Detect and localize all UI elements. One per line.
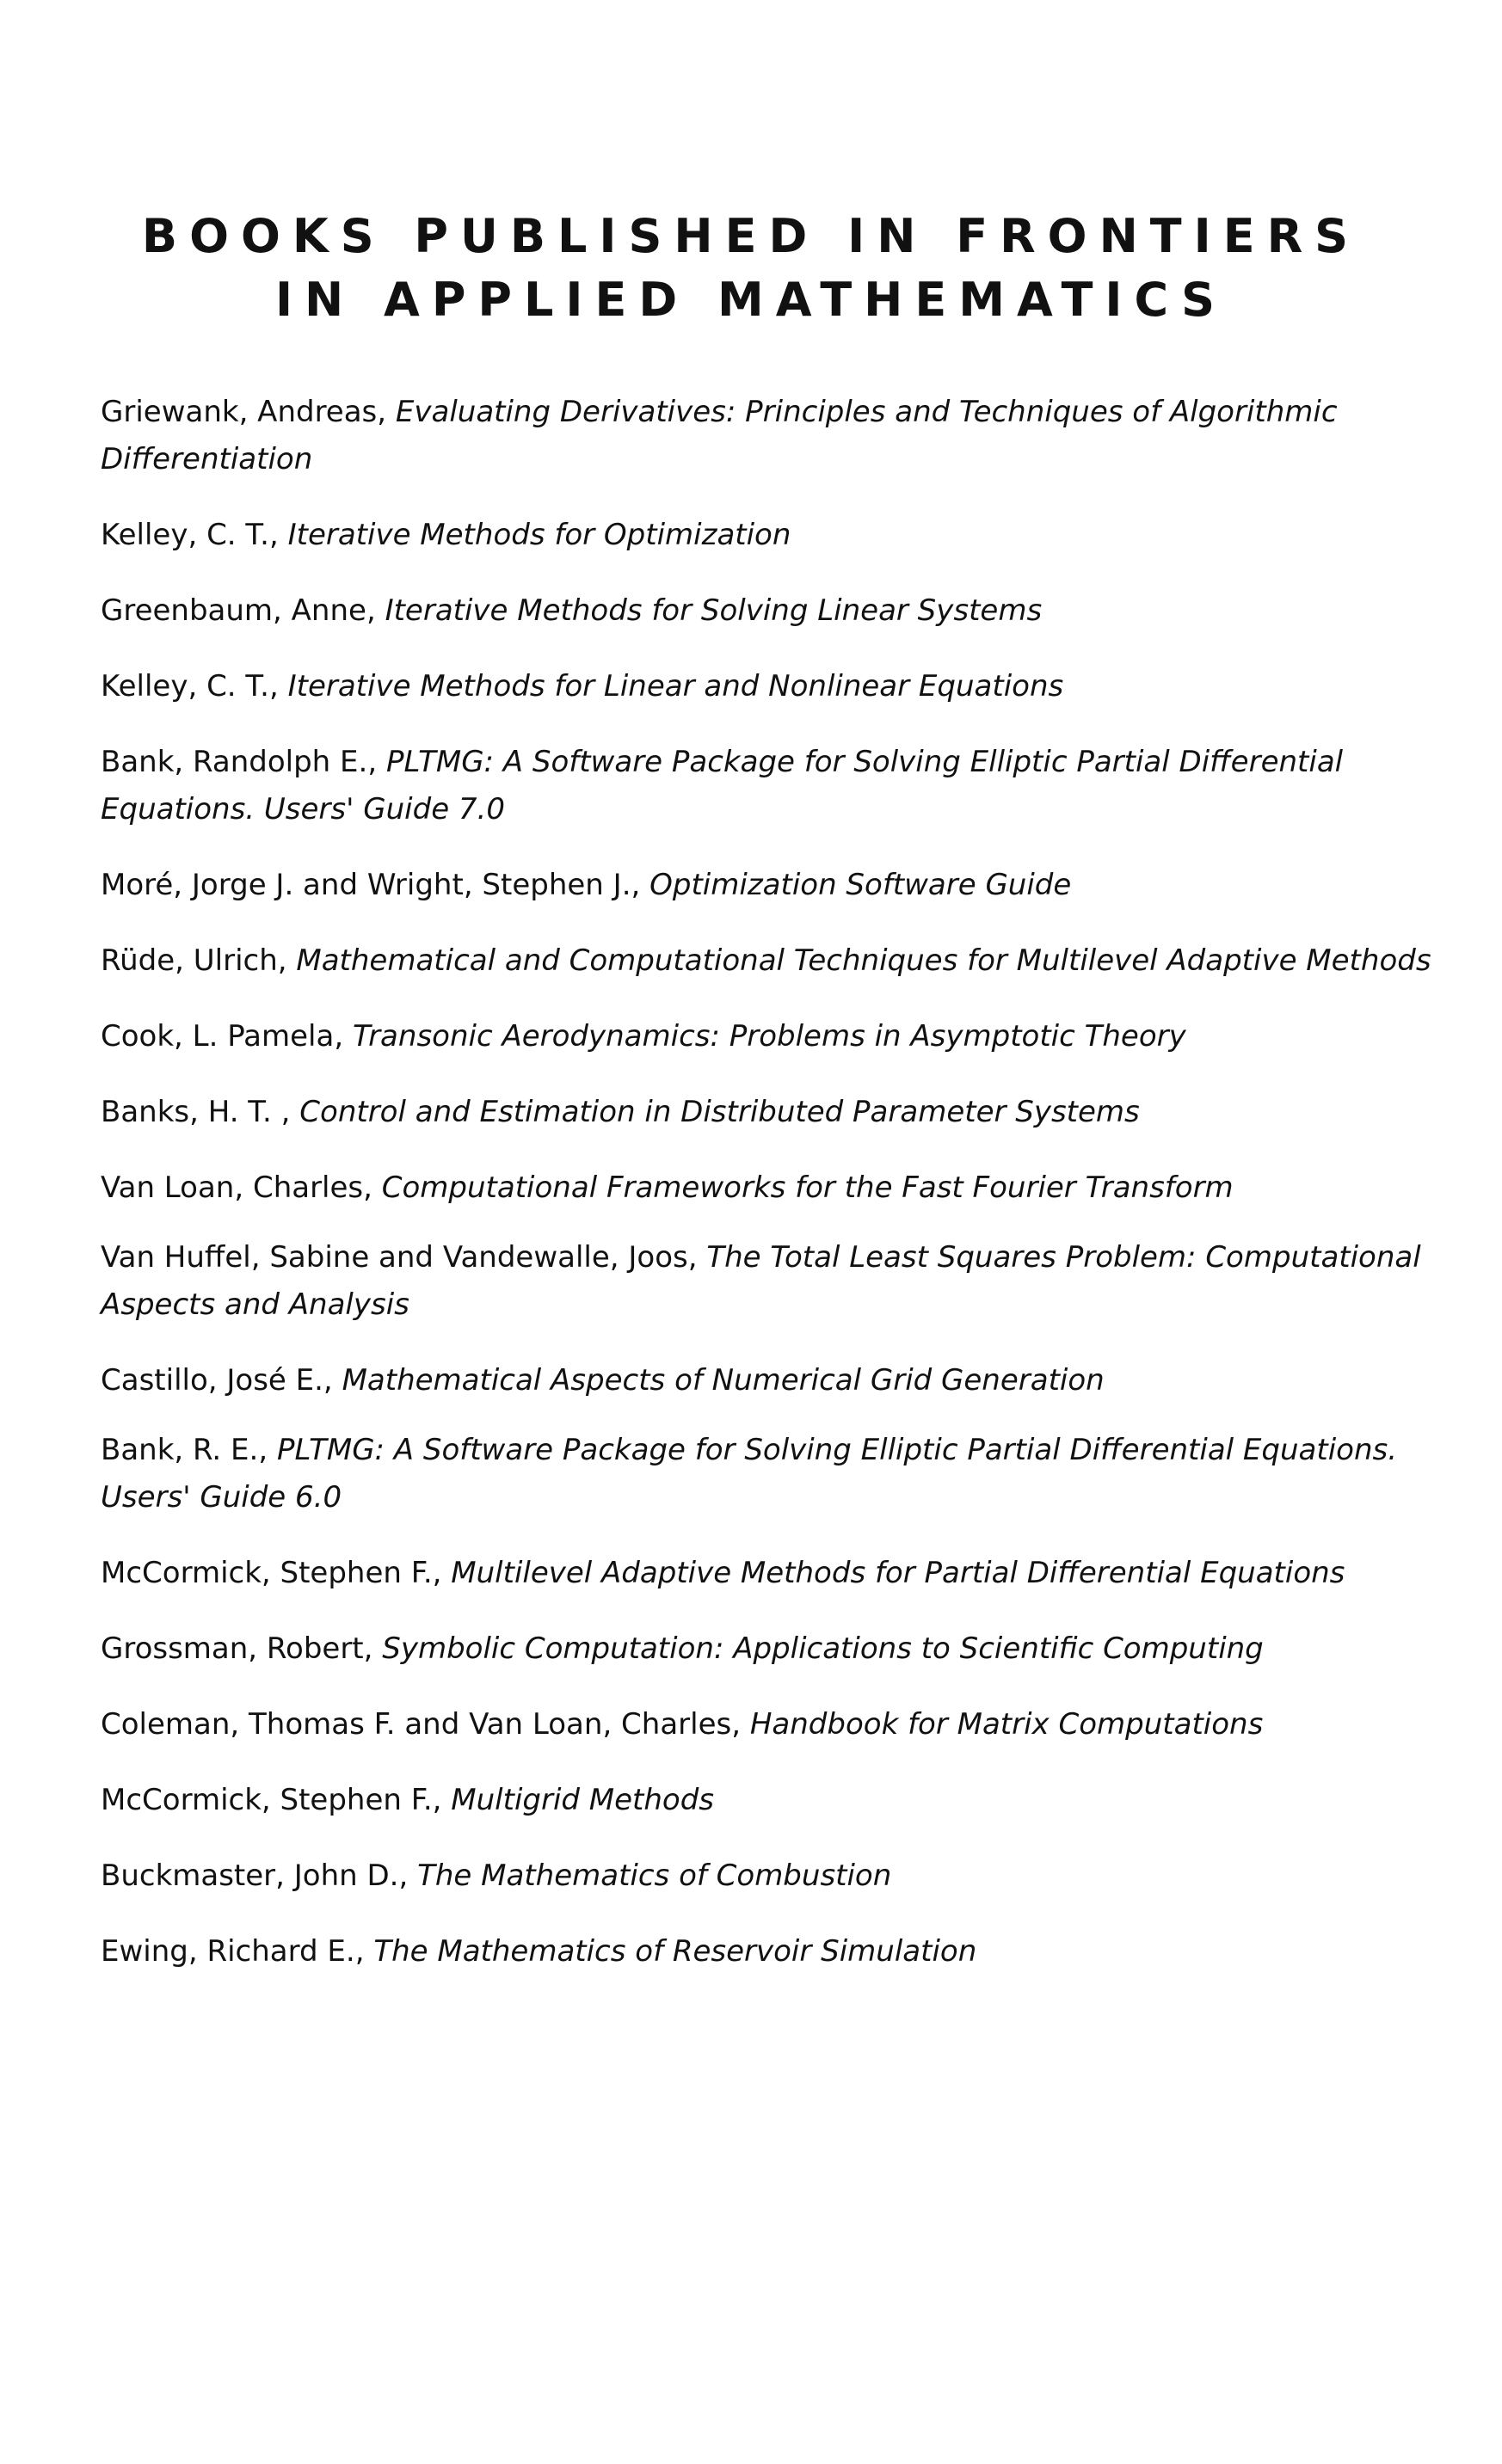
book-author: Coleman, Thomas F. and Van Loan, Charles, — [101, 1707, 750, 1742]
book-author: Van Huffel, Sabine and Vandewalle, Joos, — [101, 1240, 707, 1275]
book-author: McCormick, Stephen F., — [101, 1556, 452, 1590]
book-title: Control and Estimation in Distributed Parameter Systems — [299, 1095, 1140, 1129]
book-title: Handbook for Matrix Computations — [749, 1707, 1264, 1742]
book-author: Buckmaster, John D., — [101, 1859, 418, 1893]
book-title: Optimization Software Guide — [649, 868, 1072, 902]
book-title: Iterative Methods for Solving Linear Systems — [385, 593, 1043, 628]
book-title: Multilevel Adaptive Methods for Partial Differential Equations — [451, 1556, 1345, 1590]
list-item — [101, 862, 1443, 909]
list-item — [101, 1550, 1443, 1597]
book-title: Computational Frameworks for the Fast Fourier Transform — [381, 1171, 1234, 1205]
book-author: Kelley, C. T., — [101, 518, 288, 552]
book-title: The Total Least Squares Problem: Computational Aspects and Analysis — [101, 1240, 1421, 1322]
book-list — [101, 389, 1443, 2004]
list-item — [101, 1089, 1443, 1136]
list-item — [101, 1234, 1443, 1329]
book-author: Van Loan, Charles, — [101, 1171, 382, 1205]
book-title: Transonic Aerodynamics: Problems in Asymptotic Theory — [352, 1019, 1186, 1054]
book-author: Bank, Randolph E., — [101, 745, 386, 779]
list-item — [101, 512, 1443, 559]
heading-line-1: BOOKS PUBLISHED IN FRONTIERS — [141, 209, 1361, 263]
book-title: The Mathematics of Reservoir Simulation — [373, 1934, 977, 1969]
list-item — [101, 1701, 1443, 1748]
list-item — [101, 739, 1443, 833]
book-title: Mathematical Aspects of Numerical Grid Generation — [342, 1363, 1105, 1398]
book-title: Iterative Methods for Linear and Nonlinear Equations — [287, 669, 1064, 704]
list-item — [101, 1853, 1443, 1900]
book-title: Evaluating Derivatives: Principles and Techniques of Algorithmic Differentiation — [101, 395, 1338, 476]
list-item — [101, 1357, 1443, 1404]
book-title: The Mathematics of Combustion — [417, 1859, 892, 1893]
list-item — [101, 1625, 1443, 1673]
book-title: Multigrid Methods — [451, 1783, 715, 1817]
list-item — [101, 937, 1443, 985]
book-author: Kelley, C. T., — [101, 669, 288, 704]
page-heading — [0, 205, 1502, 332]
book-author: Rüde, Ulrich, — [101, 943, 297, 978]
heading-line-2: IN APPLIED MATHEMATICS — [274, 273, 1228, 327]
list-item — [101, 587, 1443, 635]
book-author: Cook, L. Pamela, — [101, 1019, 353, 1054]
list-item — [101, 663, 1443, 710]
book-title: PLTMG: A Software Package for Solving Elliptic Partial Differential Equations. Users' Guide 7.0 — [101, 745, 1344, 826]
book-title: PLTMG: A Software Package for Solving Elliptic Partial Differential Equations. Users' Guide 6.0 — [101, 1433, 1398, 1515]
book-author: Greenbaum, Anne, — [101, 593, 385, 628]
list-item — [101, 1013, 1443, 1060]
book-author: Grossman, Robert, — [101, 1631, 383, 1666]
book-title: Iterative Methods for Optimization — [287, 518, 791, 552]
book-author: McCormick, Stephen F., — [101, 1783, 452, 1817]
book-author: Ewing, Richard E., — [101, 1934, 374, 1969]
list-item — [101, 1427, 1443, 1521]
list-item — [101, 389, 1443, 483]
book-author: Bank, R. E., — [101, 1433, 277, 1467]
book-author: Banks, H. T. , — [101, 1095, 300, 1129]
book-author: Moré, Jorge J. and Wright, Stephen J., — [101, 868, 650, 902]
list-item — [101, 1928, 1443, 1976]
list-item — [101, 1777, 1443, 1824]
book-title: Symbolic Computation: Applications to Scientific Computing — [382, 1631, 1264, 1666]
book-author: Griewank, Andreas, — [101, 395, 396, 429]
book-title: Mathematical and Computational Techniques for Multilevel Adaptive Methods — [296, 943, 1431, 978]
list-item — [101, 1164, 1443, 1212]
book-author: Castillo, José E., — [101, 1363, 342, 1398]
